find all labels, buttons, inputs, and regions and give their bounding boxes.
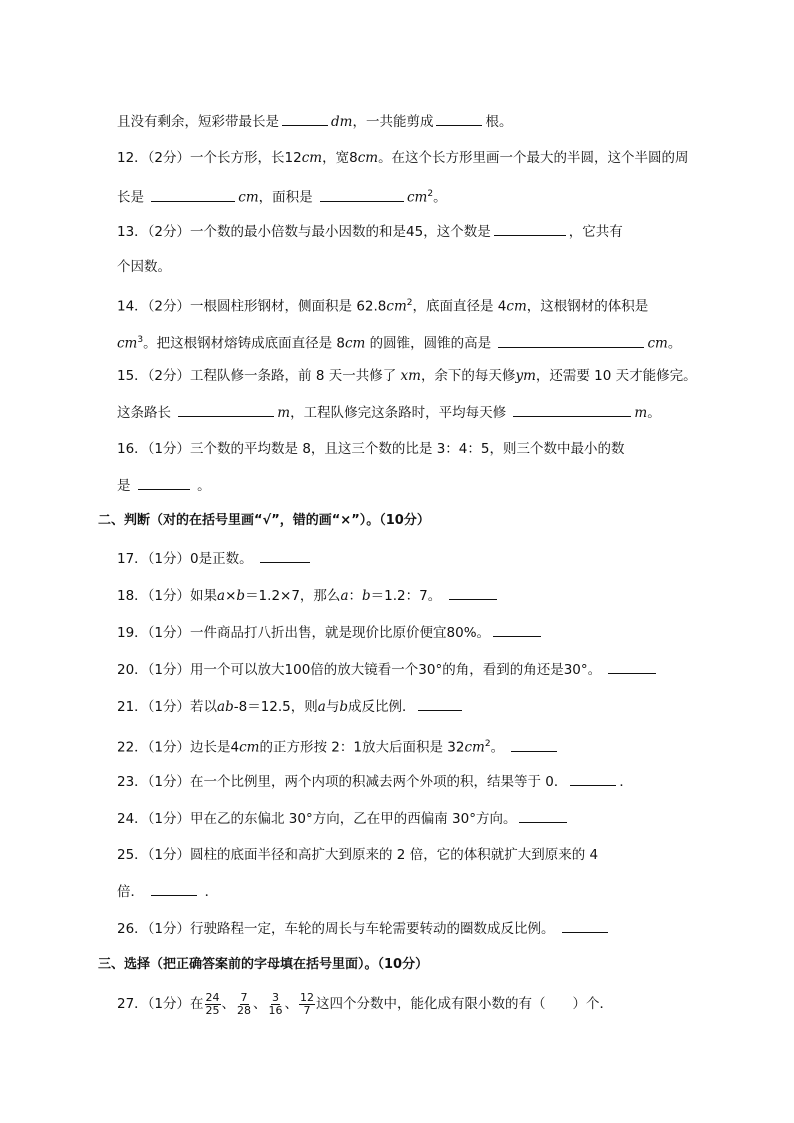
answer-blank[interactable] (519, 808, 567, 823)
variable: b (362, 588, 371, 604)
question-24 (117, 808, 570, 829)
question-12-line2 (117, 184, 447, 208)
q14-text: ，底面直径是 4 (412, 298, 507, 315)
section-heading-2: 二、判断（对的在括号里画“√”，错的画“×”）。（10分） (98, 513, 430, 528)
q12-text: ，面积是 (258, 189, 313, 206)
question-number: 15．（2分） (117, 368, 191, 384)
question-13-line2 (117, 257, 171, 277)
variable: y (515, 368, 524, 384)
q14-text: 的圆锥，圆锥的高是 (365, 335, 492, 352)
separator: 、 (221, 996, 236, 1012)
q19-text: 19．（1分）一件商品打八折出售，就是现价比原价便宜80%。 (117, 625, 491, 641)
question-number: 16．（1分） (117, 441, 191, 457)
question-14 (117, 293, 648, 317)
question-21 (117, 696, 465, 717)
unit: cm (464, 739, 485, 756)
question-13 (117, 221, 623, 242)
question-number: 13．（2分） (117, 224, 191, 240)
superscript: 2 (406, 298, 413, 308)
fraction (299, 992, 315, 1017)
unit: cm (357, 150, 379, 166)
question-23 (117, 771, 633, 792)
variable: b (339, 699, 348, 715)
answer-blank[interactable] (493, 622, 541, 637)
answer-blank[interactable] (178, 402, 274, 417)
q14-text: 。 (667, 335, 682, 352)
q14-text: 。把这根钢材熔铸成底面直径是 8 (143, 335, 345, 352)
question-27 (117, 990, 613, 1018)
question-number: 22．（1分） (117, 739, 191, 756)
denominator: 25 (205, 1003, 220, 1017)
answer-blank[interactable] (494, 221, 566, 236)
unit: cm (506, 298, 527, 315)
operator: ： (348, 588, 362, 604)
question-17 (117, 548, 313, 569)
numerator: 3 (272, 990, 280, 1004)
answer-blank[interactable] (608, 659, 656, 674)
unit: m (634, 405, 648, 421)
q21-text: 与 (325, 699, 340, 715)
q18-text: 如果 (190, 588, 218, 604)
fraction (236, 992, 252, 1017)
q23-text: 23．（1分）在一个比例里，两个内项的积减去两个外项的积，结果等于 0． (117, 774, 568, 790)
unit: cm (406, 189, 428, 206)
value: 8 (349, 150, 358, 166)
value: 12 (284, 150, 302, 166)
question-18 (117, 585, 500, 606)
q18-text: ＝1.2×7，那么 (245, 588, 341, 604)
q14-text: 一根圆柱形钢材，侧面积是 62.8 (190, 298, 387, 315)
unit: m (523, 368, 536, 384)
question-26 (117, 918, 611, 939)
variable: a (217, 588, 226, 604)
q16-text: 是 (117, 478, 131, 494)
unit: cm (386, 298, 407, 315)
superscript: 2 (427, 189, 434, 199)
answer-blank[interactable] (511, 737, 557, 752)
variable: a (317, 699, 326, 715)
unit: m (408, 368, 421, 384)
q21-text: 若以 (190, 699, 218, 715)
q15-text: 工程队修一条路，前 8 天一共修了 (190, 368, 397, 384)
unit: cm (238, 189, 259, 206)
question-14-line2 (117, 330, 681, 354)
punct: 。 (433, 189, 447, 206)
variable: a (340, 588, 349, 604)
superscript: 3 (137, 335, 144, 345)
unit: dm (331, 114, 353, 130)
unit: cm (301, 150, 323, 166)
q12-text: 。在这个长方形里画一个最大的半圆，这个半圆的周 (378, 150, 689, 166)
answer-blank[interactable] (436, 111, 482, 126)
answer-blank[interactable] (449, 585, 497, 600)
fraction (205, 992, 221, 1017)
answer-blank[interactable] (282, 111, 328, 126)
unit: cm (239, 739, 260, 756)
q22-text: 边长是4 (190, 739, 240, 756)
question-22 (117, 734, 560, 758)
unit: cm (117, 335, 138, 352)
answer-blank[interactable] (513, 402, 631, 417)
q21-text: 成反比例． (347, 699, 416, 715)
answer-blank[interactable] (562, 918, 608, 933)
q20-text: 20．（1分）用一个可以放大100倍的放大镜看一个30°的角，看到的角还是30°。 (117, 662, 602, 678)
q11-text: ，一共能剪成 (352, 114, 434, 130)
operator: × (225, 588, 237, 604)
q25-text: 倍． (117, 884, 144, 900)
answer-blank[interactable] (570, 771, 616, 786)
q16-text: 三个数的平均数是 8，且这三个数的比是 3：4：5，则三个数中最小的数 (190, 441, 625, 457)
question-number: 18．（1分） (117, 588, 191, 604)
q15-text: ，余下的每天修 (420, 368, 516, 384)
q27-text: 27．（1分）在 (117, 996, 204, 1012)
separator: 、 (253, 996, 267, 1012)
question-25 (117, 845, 598, 865)
answer-blank[interactable] (260, 548, 310, 563)
q18-text: ＝1.2：7。 (370, 588, 442, 604)
q16-text: 。 (197, 478, 211, 494)
q13-text: 个因数。 (117, 259, 171, 275)
variable: x (400, 368, 409, 384)
q15-text: 这条路长 (117, 405, 171, 421)
q15-text: 。 (647, 405, 661, 421)
q26-text: 26．（1分）行驶路程一定，车轮的周长与车轮需要转动的圈数成反比例。 (117, 921, 555, 937)
q13-text: ，它共有 (568, 224, 623, 240)
denominator: 28 (237, 1003, 252, 1017)
question-15-line2 (117, 402, 661, 423)
numerator: 7 (240, 990, 248, 1004)
separator: 、 (284, 996, 299, 1012)
q12-text: ，宽 (322, 150, 350, 166)
answer-blank[interactable] (151, 187, 235, 202)
q22-text: 的正方形按 2：1放大后面积是 32 (259, 739, 465, 756)
answer-blank[interactable] (418, 696, 462, 711)
q17-text: 17．（1分）0是正数。 (117, 551, 253, 567)
answer-blank[interactable] (320, 187, 404, 202)
q11-text: 且没有剩余，短彩带最长是 (117, 114, 279, 130)
q15-text: ，还需要 10 天才能修完。 (535, 368, 697, 384)
question-19 (117, 622, 544, 643)
fraction (268, 992, 284, 1017)
question-16-line2 (117, 475, 211, 496)
question-16 (117, 439, 624, 459)
answer-blank[interactable] (498, 333, 644, 348)
answer-blank[interactable] (151, 881, 197, 896)
variable: b (236, 588, 246, 604)
q15-text: ，工程队修完这条路时，平均每天修 (290, 405, 507, 421)
q22-text: 。 (490, 739, 505, 756)
answer-blank[interactable] (138, 475, 190, 490)
q13-text: 一个数的最小倍数与最小因数的和是45，这个数是 (190, 224, 491, 240)
q27-text: 这四个分数中，能化成有限小数的有（ ）个． (316, 996, 614, 1012)
variable: ab (217, 699, 234, 715)
q24-text: 24．（1分）甲在乙的东偏北 30°方向，乙在甲的西偏南 30°方向。 (117, 811, 517, 827)
q21-text: -8＝12.5，则 (233, 699, 318, 715)
question-12 (117, 148, 689, 168)
q14-text: ，这根钢材的体积是 (526, 298, 649, 315)
section-heading-3: 三、选择（把正确答案前的字母填在括号里面）。（10分） (98, 957, 429, 972)
question-number: 12．（2分） (117, 150, 191, 166)
denominator: 7 (303, 1003, 311, 1017)
question-number: 21．（1分） (117, 699, 191, 715)
question-20 (117, 659, 659, 680)
q23-text: ． (619, 774, 633, 790)
q25-text: ． (204, 884, 219, 900)
unit: m (277, 405, 291, 421)
question-25-line2 (117, 881, 218, 902)
q25-text: 25．（1分）圆柱的底面半径和高扩大到原来的 2 倍，它的体积就扩大到原来的 4 (117, 847, 599, 863)
denominator: 16 (268, 1003, 283, 1017)
superscript: 2 (484, 739, 491, 749)
numerator: 12 (300, 990, 315, 1004)
q12-text: 长是 (117, 189, 144, 206)
numerator: 24 (205, 990, 220, 1004)
unit: cm (647, 335, 668, 352)
unit: cm (345, 335, 366, 352)
question-11-continued (117, 111, 512, 132)
q12-text: 一个长方形，长 (190, 150, 285, 166)
question-15 (117, 366, 697, 386)
q11-text: 根。 (485, 114, 513, 130)
question-number: 14．（2分） (117, 298, 191, 315)
